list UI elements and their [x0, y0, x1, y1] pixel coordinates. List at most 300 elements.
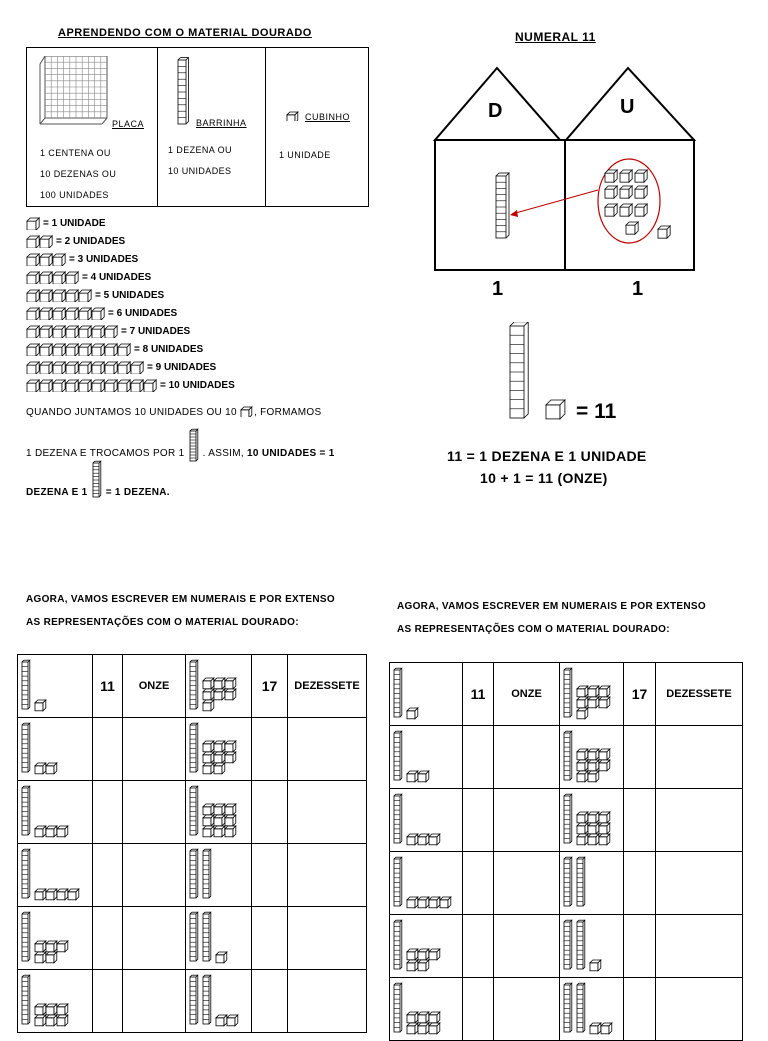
unit-cube-icon [599, 697, 610, 708]
ten-bar-icon [190, 660, 198, 709]
ten-bar-icon [22, 849, 30, 898]
unit-cube-icon [203, 689, 214, 700]
unit-cube-icon [40, 254, 52, 266]
numeral-cell[interactable] [463, 789, 494, 852]
legend-row [26, 304, 235, 322]
unit-cube-icon [577, 686, 588, 697]
unit-cube-icon [225, 826, 236, 837]
unit-cube-icon [418, 897, 429, 908]
unit-cube-icon [35, 889, 46, 900]
unit-cube-icon [577, 834, 588, 845]
worksheet-table-right [389, 662, 743, 1041]
cubes-icon [26, 361, 145, 374]
word-cell[interactable] [288, 844, 367, 907]
unit-cube-icon [46, 952, 57, 963]
unit-cube-icon [599, 760, 610, 771]
material-box [26, 47, 369, 207]
unit-cube-icon [40, 308, 52, 320]
ten-bar-icon [496, 173, 509, 238]
unit-cube-icon [407, 1023, 418, 1034]
unit-cube-icon [225, 752, 236, 763]
unit-cube-icon [620, 204, 632, 216]
unit-cube-icon [599, 749, 610, 760]
numeral-cell: 11 [463, 663, 494, 726]
worksheet-instruction-right: AGORA, VAMOS ESCREVER EM NUMERAIS E POR EXTENSO AS REPRESENTAÇÕES COM O MATERIAL DOURADO: [397, 601, 706, 635]
numeral-cell[interactable] [624, 789, 656, 852]
ten-bar-icon [564, 794, 572, 843]
legend-label: = 3 UNIDADES [69, 253, 139, 265]
unit-cube-icon [599, 686, 610, 697]
unit-cube-icon [118, 344, 130, 356]
unit-cube-icon [407, 771, 418, 782]
cubes-icon [26, 343, 132, 356]
unit-cube-icon [66, 362, 78, 374]
material-cell [390, 852, 463, 915]
material-blocks [18, 719, 91, 780]
ten-bar-icon [203, 975, 211, 1024]
unit-cube-icon [225, 815, 236, 826]
material-blocks [18, 782, 91, 843]
ten-bar-icon [22, 975, 30, 1024]
material-blocks [560, 664, 622, 725]
unit-cube-icon [635, 170, 647, 182]
word-cell[interactable] [123, 907, 186, 970]
unit-cube-icon [27, 218, 39, 230]
numeral-cell[interactable] [463, 915, 494, 978]
unit-cube-icon [46, 889, 57, 900]
word-cell[interactable] [494, 789, 560, 852]
unit-cube-icon [27, 326, 39, 338]
unit-cube-icon [407, 960, 418, 971]
unit-cube-icon [92, 362, 104, 374]
ten-bar-icon [564, 920, 572, 969]
unit-cube-icon [68, 889, 79, 900]
word-cell[interactable] [656, 915, 743, 978]
material-blocks [390, 853, 461, 914]
material-blocks [186, 971, 250, 1032]
word-cell[interactable] [494, 915, 560, 978]
table-row [390, 978, 743, 1041]
word-cell[interactable] [656, 789, 743, 852]
unit-cube-icon [605, 204, 617, 216]
unit-cube-icon [407, 1012, 418, 1023]
unit-cube-icon [57, 1004, 68, 1015]
unit-cube-icon [35, 763, 46, 774]
ten-bar-icon [190, 975, 198, 1024]
legend-row [26, 268, 235, 286]
material-cell [186, 781, 252, 844]
cube-icon [240, 405, 254, 417]
unit-cube-icon [66, 380, 78, 392]
unit-cube-icon [626, 222, 638, 234]
unit-cube-icon [79, 380, 91, 392]
unit-cube-icon [92, 308, 104, 320]
eleven-equals: = 11 [576, 400, 617, 423]
unit-cube-icon [92, 326, 104, 338]
material-blocks [186, 908, 250, 969]
material-cell [560, 978, 624, 1041]
word-cell[interactable] [656, 726, 743, 789]
unit-cube-icon [429, 834, 440, 845]
word-cell[interactable] [288, 970, 367, 1033]
unit-cube-icon [214, 741, 225, 752]
word-cell: DEZESSETE [656, 663, 743, 726]
material-cell [186, 844, 252, 907]
unit-cube-icon [131, 362, 143, 374]
unit-cube-icon [225, 678, 236, 689]
unit-cube-icon [57, 941, 68, 952]
material-cell [560, 663, 624, 726]
unit-cube-icon [53, 362, 65, 374]
cubes-icon [26, 325, 119, 338]
unit-cube-icon [203, 815, 214, 826]
ten-bar-icon [190, 723, 198, 772]
word-cell[interactable] [494, 852, 560, 915]
unit-cube-icon [66, 272, 78, 284]
house-u-label: U [620, 96, 635, 118]
sum-line: 10 + 1 = 11 (ONZE) [480, 470, 608, 486]
legend-label: = 8 UNIDADES [134, 343, 204, 355]
word-cell: ONZE [123, 655, 186, 718]
cubinho-label: CUBINHO [305, 112, 351, 122]
unit-cube-icon [105, 380, 117, 392]
table-row [390, 852, 743, 915]
word-cell[interactable] [123, 718, 186, 781]
material-cell [560, 915, 624, 978]
unit-cube-icon [57, 889, 68, 900]
unit-cube-icon [131, 380, 143, 392]
material-cell [18, 844, 93, 907]
unit-cube-icon [214, 689, 225, 700]
unit-cube-icon [40, 344, 52, 356]
material-cell [560, 852, 624, 915]
unit-cube-icon [66, 290, 78, 302]
cubes-icon [26, 379, 158, 392]
word-cell[interactable] [656, 978, 743, 1041]
word-cell[interactable] [288, 907, 367, 970]
ten-bar-icon [190, 849, 198, 898]
unit-cube-icon [40, 362, 52, 374]
unit-cube-icon [658, 226, 670, 238]
cubes-icon [26, 217, 41, 230]
unit-cube-icon [53, 254, 65, 266]
word-cell[interactable] [288, 718, 367, 781]
ten-bar-icon [564, 857, 572, 906]
material-blocks [390, 664, 461, 725]
ten-bar-icon [22, 660, 30, 709]
legend-row [26, 250, 235, 268]
unit-cube-icon [620, 186, 632, 198]
word-cell[interactable] [123, 970, 186, 1033]
material-blocks [18, 656, 91, 717]
cubes-icon [26, 253, 67, 266]
material-title: APRENDENDO COM O MATERIAL DOURADO [58, 27, 312, 39]
word-cell[interactable] [123, 844, 186, 907]
unit-cube-icon [216, 952, 227, 963]
cubes-icon [26, 289, 93, 302]
barrinha-label: BARRINHA [196, 118, 247, 128]
numeral-cell: 17 [252, 655, 288, 718]
material-blocks [186, 845, 250, 906]
material-cell [390, 663, 463, 726]
unit-cube-icon [599, 812, 610, 823]
placa-description: 1 CENTENA OU 10 DEZENAS OU 100 UNIDADES [40, 148, 117, 200]
material-blocks [390, 916, 461, 977]
unit-cube-icon [577, 771, 588, 782]
unit-cube-icon [214, 678, 225, 689]
numeral-cell[interactable] [463, 852, 494, 915]
unit-cube-icon [418, 1023, 429, 1034]
unit-cube-icon [214, 804, 225, 815]
unit-cube-icon [27, 290, 39, 302]
unit-cube-icon [53, 272, 65, 284]
ten-bar-icon [178, 58, 188, 124]
unit-cube-icon [590, 960, 601, 971]
material-blocks [560, 979, 622, 1040]
cubinho-description: 1 UNIDADE [279, 150, 331, 160]
numeral-cell[interactable] [93, 781, 123, 844]
unit-cube-icon [214, 815, 225, 826]
unit-cube-icon [66, 326, 78, 338]
ten-bar-icon [577, 920, 585, 969]
unit-cube-icon [588, 834, 599, 845]
unit-cube-icon [46, 941, 57, 952]
unit-cube-icon [27, 308, 39, 320]
unit-cube-icon [118, 362, 130, 374]
table-row [18, 781, 367, 844]
table-row [390, 726, 743, 789]
ten-bar-icon [394, 920, 402, 969]
unit-cube-icon [40, 236, 52, 248]
material-cell [18, 781, 93, 844]
ten-bar-icon [577, 857, 585, 906]
material-cell [390, 726, 463, 789]
unit-cube-icon [27, 344, 39, 356]
unit-cube-icon [635, 186, 647, 198]
ten-bar-icon [577, 983, 585, 1032]
numeral-cell: 11 [93, 655, 123, 718]
unit-cube-icon [407, 834, 418, 845]
numeral-cell[interactable] [252, 844, 288, 907]
numeral-cell[interactable] [93, 970, 123, 1033]
house-d-label: D [488, 100, 503, 122]
material-blocks [18, 971, 91, 1032]
exchange-paragraph: QUANDO JUNTAMOS 10 UNIDADES OU 10 , FORMAMOS 1 DEZENA E TROCAMOS POR 1 . ASSIM, 10 UNIDADES = 1 DEZENA E 1 = 1 DEZENA. [26, 407, 335, 498]
unit-cube-icon [588, 760, 599, 771]
unit-cube-icon [203, 700, 214, 711]
unit-cube-icon [429, 1023, 440, 1034]
unit-cube-icon [546, 400, 565, 419]
unit-cube-icon [440, 897, 451, 908]
unit-cube-icon [203, 678, 214, 689]
numeral-cell[interactable] [252, 970, 288, 1033]
table-row [18, 907, 367, 970]
word-cell[interactable] [494, 726, 560, 789]
unit-cube-icon [40, 380, 52, 392]
unit-cube-icon [35, 700, 46, 711]
legend-label: = 1 UNIDADE [43, 217, 106, 229]
unit-cube-icon [203, 763, 214, 774]
place-value-houses [430, 62, 700, 274]
numeral-cell[interactable] [252, 781, 288, 844]
unit-cube-icon [53, 326, 65, 338]
ten-bar-icon [190, 429, 198, 461]
material-cell [186, 655, 252, 718]
table-row [390, 663, 743, 726]
bar-icon [188, 428, 200, 462]
material-cell [390, 789, 463, 852]
worksheet-instruction-left: AGORA, VAMOS ESCREVER EM NUMERAIS E POR EXTENSO AS REPRESENTAÇÕES COM O MATERIAL DOURADO: [26, 594, 335, 628]
unit-cube-icon [118, 380, 130, 392]
word-cell[interactable] [494, 978, 560, 1041]
unit-cube-icon [46, 763, 57, 774]
unit-cube-icon [203, 752, 214, 763]
unit-cube-icon [429, 1012, 440, 1023]
unit-cube-icon [620, 170, 632, 182]
legend-label: = 6 UNIDADES [108, 307, 178, 319]
unit-cube-icon [79, 362, 91, 374]
unit-cube-icon [605, 186, 617, 198]
unit-cube-icon [407, 949, 418, 960]
unit-cube-icon [287, 112, 298, 121]
ten-bar-icon [394, 794, 402, 843]
legend-row [26, 376, 235, 394]
legend-row [26, 358, 235, 376]
unit-cube-icon [588, 771, 599, 782]
ten-bar-icon [394, 731, 402, 780]
ten-bar-icon [22, 912, 30, 961]
legend-row [26, 322, 235, 340]
unit-cube-icon [214, 763, 225, 774]
unit-cube-icon [79, 326, 91, 338]
ten-bar-icon [564, 983, 572, 1032]
numeral-cell[interactable] [93, 718, 123, 781]
ten-bar-icon [203, 912, 211, 961]
unit-cube-icon [53, 308, 65, 320]
unit-cube-icon [418, 1012, 429, 1023]
unit-cube-icon [225, 804, 236, 815]
material-cell [18, 655, 93, 718]
material-blocks [18, 845, 91, 906]
unit-cube-icon [144, 380, 156, 392]
unit-cube-icon [418, 960, 429, 971]
unit-cube-icon [214, 826, 225, 837]
unit-cube-icon [53, 344, 65, 356]
legend-row [26, 286, 235, 304]
ten-bar-icon [394, 983, 402, 1032]
ten-bar-icon [394, 857, 402, 906]
unit-cube-icon [66, 308, 78, 320]
numeral-cell[interactable] [252, 907, 288, 970]
unit-cube-icon [66, 344, 78, 356]
numeral-cell[interactable] [624, 726, 656, 789]
legend-row [26, 232, 235, 250]
unit-cube-icon [214, 752, 225, 763]
unit-cube-icon [601, 1023, 612, 1034]
numeral-cell[interactable] [624, 915, 656, 978]
material-blocks [390, 727, 461, 788]
material-cell [186, 718, 252, 781]
unit-cube-icon [79, 290, 91, 302]
material-cell [186, 970, 252, 1033]
word-cell[interactable] [288, 781, 367, 844]
unit-cube-icon [53, 290, 65, 302]
unit-cube-icon [40, 290, 52, 302]
unit-cube-icon [577, 697, 588, 708]
material-blocks [390, 979, 461, 1040]
ten-bar-icon [203, 849, 211, 898]
unit-cube-icon [588, 686, 599, 697]
unit-cube-icon [588, 812, 599, 823]
unit-cube-icon [35, 941, 46, 952]
unit-cube-icon [577, 812, 588, 823]
unit-cube-icon [27, 362, 39, 374]
material-blocks [560, 853, 622, 914]
unit-cube-icon [105, 344, 117, 356]
unit-cube-icon [418, 771, 429, 782]
cubes-icon [26, 307, 106, 320]
unit-cube-icon [46, 1004, 57, 1015]
ten-bar-icon [394, 668, 402, 717]
word-cell[interactable] [656, 852, 743, 915]
numeral-cell[interactable] [463, 726, 494, 789]
material-blocks [186, 782, 250, 843]
material-blocks [390, 790, 461, 851]
unit-cube-icon [35, 952, 46, 963]
numeral-cell[interactable] [252, 718, 288, 781]
word-cell[interactable] [123, 781, 186, 844]
numeral-cell: 17 [624, 663, 656, 726]
unit-cube-icon [40, 326, 52, 338]
unit-cube-icon [225, 741, 236, 752]
legend-label: = 2 UNIDADES [56, 235, 126, 247]
unit-cube-icon [407, 897, 418, 908]
unit-cube-icon [203, 804, 214, 815]
cubes-icon [26, 271, 80, 284]
unit-cube-icon [27, 254, 39, 266]
numeral-cell[interactable] [463, 978, 494, 1041]
unit-cube-icon [79, 308, 91, 320]
legend-label: = 7 UNIDADES [121, 325, 191, 337]
material-cell [560, 789, 624, 852]
numeral-cell[interactable] [624, 852, 656, 915]
ten-bar-icon [564, 668, 572, 717]
material-cell [18, 718, 93, 781]
unit-cube-icon [46, 826, 57, 837]
unit-cube-icon [599, 823, 610, 834]
unit-cube-icon [588, 697, 599, 708]
unit-cube-icon [588, 823, 599, 834]
unit-cube-icon [635, 204, 647, 216]
unit-cube-icon [429, 949, 440, 960]
numeral-cell[interactable] [93, 844, 123, 907]
unit-cube-icon [57, 826, 68, 837]
unit-cube-icon [27, 236, 39, 248]
unit-cube-icon [40, 272, 52, 284]
numeral-cell[interactable] [93, 907, 123, 970]
word-cell: DEZESSETE [288, 655, 367, 718]
eleven-blocks [506, 322, 576, 422]
unit-cube-icon [203, 826, 214, 837]
material-blocks [18, 908, 91, 969]
ten-bar-icon [510, 322, 528, 418]
unit-cube-icon [577, 760, 588, 771]
decomposition-line: 11 = 1 DEZENA E 1 UNIDADE [447, 448, 647, 464]
material-cell [390, 978, 463, 1041]
bar-icon [91, 460, 103, 498]
numeral-cell[interactable] [624, 978, 656, 1041]
unit-cube-icon [53, 380, 65, 392]
